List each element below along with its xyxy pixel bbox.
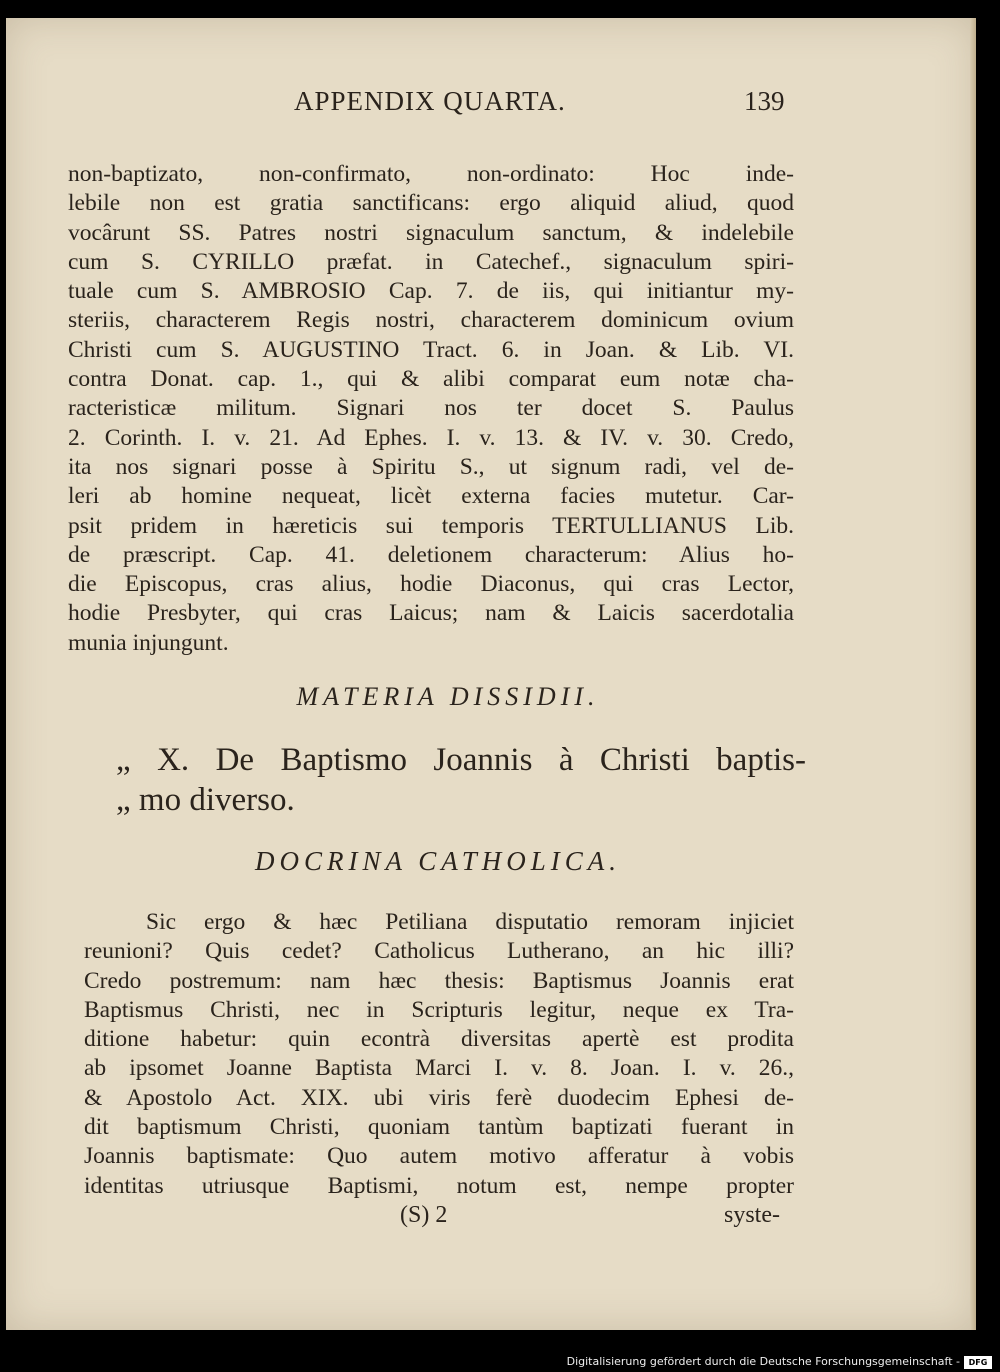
paragraph-1 xyxy=(68,160,794,658)
text-line: non-baptizato, non-confirmato, non-ordinato: Hoc inde- xyxy=(68,161,794,187)
digitization-credit: Digitalisierung gefördert durch die Deutsche Forschungsgemeinschaft - xyxy=(566,1355,960,1368)
rubric-line: „ X. De Baptismo Joannis à Christi baptis- xyxy=(116,742,806,778)
text-line: reunioni? Quis cedet? Catholicus Lutherano, an hic illi? xyxy=(84,938,794,965)
text-line: Credo postremum: nam hæc thesis: Baptismus Joannis erat xyxy=(84,967,794,994)
text-line: 2. Corinth. I. v. 21. Ad Ephes. I. v. 13. & IV. v. 30. Credo, xyxy=(68,424,794,451)
text-line: Christi cum S. AUGUSTINO Tract. 6. in Joan. & Lib. VI. xyxy=(68,336,794,363)
running-head: APPENDIX QUARTA. xyxy=(294,86,566,116)
text-line: lebile non est gratia sanctificans: ergo aliquid aliud, quod xyxy=(68,190,794,217)
book-page xyxy=(6,18,976,1330)
paragraph-2 xyxy=(84,908,794,1201)
text-line: de præscript. Cap. 41. deletionem characterum: Alius ho- xyxy=(68,541,794,568)
page-number: 139 xyxy=(744,86,785,116)
signature-mark: (S) 2 xyxy=(400,1202,448,1228)
text-line: racteristicæ militum. Signari nos ter docet S. Paulus xyxy=(68,395,794,422)
text-line: Sic ergo & hæc Petiliana disputatio remoram injiciet xyxy=(146,909,794,935)
text-line: identitas utriusque Baptismi, notum est, nempe propter xyxy=(84,1172,794,1199)
text-line: ab ipsomet Joanne Baptista Marci I. v. 8. Joan. I. v. 26., xyxy=(84,1055,794,1082)
text-line: ditione habetur: quin econtrà diversitas apertè est prodita xyxy=(84,1026,794,1053)
text-line: Joannis baptismate: Quo autem motivo afferatur à vobis xyxy=(84,1143,794,1170)
text-line: vocârunt SS. Patres nostri signaculum sanctum, & indelebile xyxy=(68,219,794,246)
text-line: munia injungunt. xyxy=(68,629,229,656)
text-line: Baptismus Christi, nec in Scripturis legitur, neque ex Tra- xyxy=(84,996,794,1023)
text-line: steriis, characterem Regis nostri, characterem dominicum ovium xyxy=(68,307,794,334)
text-line: tuale cum S. AMBROSIO Cap. 7. de iis, qui initiantur my- xyxy=(68,278,794,305)
rubric xyxy=(116,740,806,820)
section-heading-doctrina: DOCRINA CATHOLICA. xyxy=(254,846,622,876)
text-line: dit baptismum Christi, quoniam tantùm baptizati fuerant in xyxy=(84,1114,794,1141)
text-line: die Episcopus, cras alius, hodie Diaconus, qui cras Lector, xyxy=(68,571,794,598)
catchword: syste- xyxy=(724,1202,780,1228)
text-line: leri ab homine nequeat, licèt externa facies mutetur. Car- xyxy=(68,483,794,510)
rubric-line: „ mo diverso. xyxy=(116,782,295,818)
text-line: cum S. CYRILLO præfat. in Catechef., signaculum spiri- xyxy=(68,248,794,275)
dfg-logo: DFG xyxy=(964,1356,992,1369)
text-line: psit pridem in hæreticis sui temporis TERTULLIANUS Lib. xyxy=(68,512,794,539)
page-edge xyxy=(970,18,976,1330)
text-line: & Apostolo Act. XIX. ubi viris ferè duodecim Ephesi de- xyxy=(84,1084,794,1111)
section-heading-materia: MATERIA DISSIDII. xyxy=(296,682,600,711)
text-line: hodie Presbyter, qui cras Laicus; nam & Laicis sacerdotalia xyxy=(68,600,794,627)
text-line: ita nos signari posse à Spiritu S., ut signum radi, vel de- xyxy=(68,453,794,480)
text-line: contra Donat. cap. 1., qui & alibi comparat eum notæ cha- xyxy=(68,366,794,393)
